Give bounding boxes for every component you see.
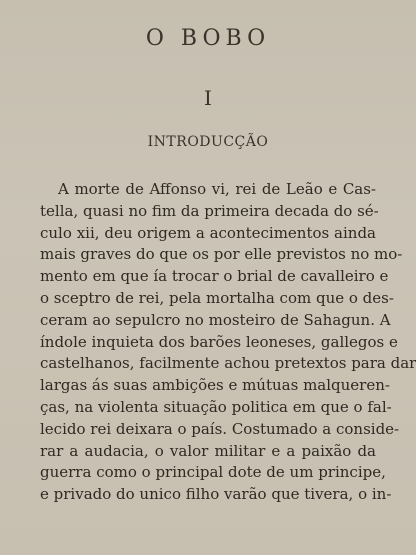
text-line: ças, na violenta situação politica em que o fal- bbox=[40, 397, 392, 416]
text-line: culo xii, deu origem a acontecimentos ainda bbox=[40, 223, 376, 242]
text-line: largas ás suas ambições e mútuas malqueren- bbox=[40, 376, 390, 395]
book-title: O BOBO bbox=[145, 26, 271, 51]
text-line: rar a audacia, o valor militar e a paixão da bbox=[40, 441, 376, 460]
chapter-number: I bbox=[204, 86, 212, 110]
text-line: lecido rei deixara o país. Costumado a conside- bbox=[40, 419, 400, 438]
text-line: e privado do unico filho varão que tivera, o in- bbox=[40, 485, 392, 504]
text-line: índole inquieta dos barões leoneses, gallegos e bbox=[40, 332, 398, 351]
text-line: ceram ao sepulcro no mosteiro de Sahagun. A bbox=[40, 310, 391, 329]
text-line: tella, quasi no fim da primeira decada do sé- bbox=[40, 201, 379, 220]
text-line: o sceptro de rei, pela mortalha com que o des- bbox=[40, 288, 394, 307]
text-line: mento em que ía trocar o brial de cavalleiro e bbox=[40, 267, 389, 286]
text-line: A morte de Affonso vi, rei de Leão e Cas- bbox=[58, 180, 376, 198]
chapter-title: INTRODUCÇÃO bbox=[147, 134, 269, 150]
text-line: castelhanos, facilmente achou pretextos para dar bbox=[40, 354, 416, 373]
text-line: mais graves do que os por elle previstos no mo- bbox=[40, 245, 403, 264]
body-text bbox=[40, 179, 416, 506]
text-line: guerra como o principal dote de um principe, bbox=[40, 463, 386, 482]
